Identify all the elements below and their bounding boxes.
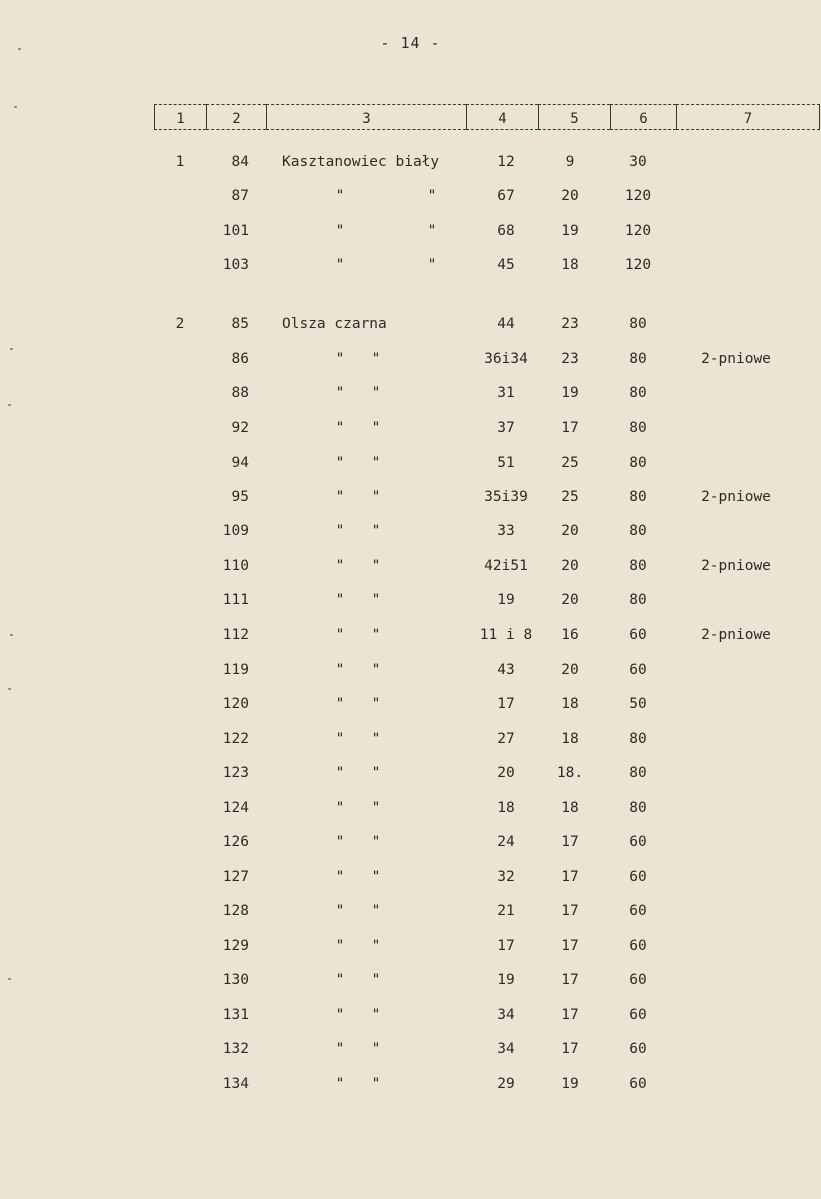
trunk-circumference: 42i51 bbox=[484, 558, 528, 574]
tree-height: 17 bbox=[561, 869, 579, 885]
tree-age: 120 bbox=[624, 257, 652, 273]
tree-height: 18. bbox=[556, 765, 584, 781]
group-number: 1 bbox=[175, 154, 185, 170]
tree-height: 23 bbox=[561, 316, 579, 332]
ditto-mark: " bbox=[371, 972, 381, 988]
tree-number: 134 bbox=[222, 1076, 249, 1092]
ditto-mark: " bbox=[371, 627, 381, 643]
trunk-circumference: 68 bbox=[497, 223, 515, 239]
tree-number: 101 bbox=[222, 223, 249, 239]
tree-age: 30 bbox=[629, 154, 647, 170]
ditto-mark: " bbox=[427, 257, 437, 273]
tree-number: 88 bbox=[231, 385, 249, 401]
trunk-circumference: 44 bbox=[497, 316, 515, 332]
tree-number: 112 bbox=[222, 627, 249, 643]
tree-height: 17 bbox=[561, 938, 579, 954]
ditto-mark: " bbox=[335, 188, 345, 204]
ditto-mark: " bbox=[335, 869, 345, 885]
tree-number: 87 bbox=[231, 188, 249, 204]
tree-height: 23 bbox=[561, 351, 579, 367]
table-row bbox=[0, 154, 821, 174]
ditto-mark: " bbox=[371, 696, 381, 712]
trunk-circumference: 32 bbox=[497, 869, 515, 885]
tree-age: 80 bbox=[629, 800, 647, 816]
ditto-mark: " bbox=[335, 834, 345, 850]
trunk-circumference: 33 bbox=[497, 523, 515, 539]
ditto-mark: " bbox=[371, 351, 381, 367]
trunk-circumference: 29 bbox=[497, 1076, 515, 1092]
table-row bbox=[0, 627, 821, 647]
trunk-circumference: 18 bbox=[497, 800, 515, 816]
ditto-mark: " bbox=[371, 489, 381, 505]
tree-number: 120 bbox=[222, 696, 249, 712]
tree-age: 60 bbox=[629, 903, 647, 919]
ditto-mark: " bbox=[335, 1076, 345, 1092]
tree-age: 60 bbox=[629, 972, 647, 988]
tree-height: 20 bbox=[561, 523, 579, 539]
ditto-mark: " bbox=[371, 938, 381, 954]
scan-speck bbox=[18, 48, 21, 50]
tree-number: 84 bbox=[231, 154, 249, 170]
tree-number: 94 bbox=[231, 455, 249, 471]
tree-height: 17 bbox=[561, 420, 579, 436]
ditto-mark: " bbox=[335, 662, 345, 678]
ditto-mark: " bbox=[335, 731, 345, 747]
tree-age: 60 bbox=[629, 1007, 647, 1023]
header-col-2: 2 bbox=[206, 104, 266, 130]
trunk-circumference: 17 bbox=[497, 938, 515, 954]
ditto-mark: " bbox=[335, 420, 345, 436]
tree-age: 80 bbox=[629, 455, 647, 471]
header-col-7: 7 bbox=[676, 104, 820, 130]
trunk-circumference: 12 bbox=[497, 154, 515, 170]
tree-height: 19 bbox=[561, 385, 579, 401]
tree-age: 80 bbox=[629, 316, 647, 332]
tree-age: 60 bbox=[629, 662, 647, 678]
table-row bbox=[0, 765, 821, 785]
ditto-mark: " bbox=[371, 558, 381, 574]
table-row bbox=[0, 489, 821, 509]
tree-number: 103 bbox=[222, 257, 249, 273]
tree-height: 17 bbox=[561, 834, 579, 850]
ditto-mark: " bbox=[335, 903, 345, 919]
tree-age: 120 bbox=[624, 223, 652, 239]
ditto-mark: " bbox=[335, 351, 345, 367]
table-row bbox=[0, 523, 821, 543]
note-cell: 2-pniowe bbox=[701, 489, 771, 505]
ditto-mark: " bbox=[371, 662, 381, 678]
tree-height: 20 bbox=[561, 558, 579, 574]
table-row bbox=[0, 972, 821, 992]
ditto-mark: " bbox=[335, 455, 345, 471]
ditto-mark: " bbox=[335, 1007, 345, 1023]
ditto-mark: " bbox=[335, 223, 345, 239]
tree-age: 60 bbox=[629, 1041, 647, 1057]
scan-speck bbox=[8, 688, 11, 690]
trunk-circumference: 45 bbox=[497, 257, 515, 273]
trunk-circumference: 24 bbox=[497, 834, 515, 850]
tree-number: 127 bbox=[222, 869, 249, 885]
trunk-circumference: 36i34 bbox=[484, 351, 528, 367]
table-row bbox=[0, 420, 821, 440]
trunk-circumference: 37 bbox=[497, 420, 515, 436]
scan-speck bbox=[8, 978, 11, 980]
table-row bbox=[0, 558, 821, 578]
note-cell: 2-pniowe bbox=[701, 351, 771, 367]
table-row bbox=[0, 455, 821, 475]
tree-height: 17 bbox=[561, 972, 579, 988]
group-number: 2 bbox=[175, 316, 185, 332]
tree-height: 9 bbox=[565, 154, 575, 170]
tree-number: 95 bbox=[231, 489, 249, 505]
tree-number: 131 bbox=[222, 1007, 249, 1023]
tree-age: 80 bbox=[629, 592, 647, 608]
tree-number: 123 bbox=[222, 765, 249, 781]
ditto-mark: " bbox=[371, 765, 381, 781]
ditto-mark: " bbox=[335, 489, 345, 505]
tree-age: 60 bbox=[629, 627, 647, 643]
table-row bbox=[0, 903, 821, 923]
trunk-circumference: 20 bbox=[497, 765, 515, 781]
tree-age: 80 bbox=[629, 558, 647, 574]
ditto-mark: " bbox=[371, 1007, 381, 1023]
table-row bbox=[0, 385, 821, 405]
ditto-mark: " bbox=[371, 869, 381, 885]
species-name: Kasztanowiec biały bbox=[282, 154, 440, 170]
species-name: Olsza czarna bbox=[282, 316, 387, 332]
tree-height: 20 bbox=[561, 592, 579, 608]
table-row bbox=[0, 834, 821, 854]
table-row bbox=[0, 662, 821, 682]
tree-height: 25 bbox=[561, 455, 579, 471]
ditto-mark: " bbox=[371, 903, 381, 919]
ditto-mark: " bbox=[371, 592, 381, 608]
trunk-circumference: 21 bbox=[497, 903, 515, 919]
tree-height: 19 bbox=[561, 1076, 579, 1092]
header-col-3: 3 bbox=[266, 104, 466, 130]
ditto-mark: " bbox=[335, 1041, 345, 1057]
tree-height: 20 bbox=[561, 662, 579, 678]
table-row bbox=[0, 1076, 821, 1096]
ditto-mark: " bbox=[371, 731, 381, 747]
ditto-mark: " bbox=[335, 938, 345, 954]
header-col-4: 4 bbox=[466, 104, 538, 130]
tree-age: 60 bbox=[629, 869, 647, 885]
note-cell: 2-pniowe bbox=[701, 558, 771, 574]
ditto-mark: " bbox=[335, 800, 345, 816]
ditto-mark: " bbox=[371, 800, 381, 816]
tree-number: 119 bbox=[222, 662, 249, 678]
tree-height: 18 bbox=[561, 696, 579, 712]
trunk-circumference: 27 bbox=[497, 731, 515, 747]
tree-age: 60 bbox=[629, 1076, 647, 1092]
ditto-mark: " bbox=[335, 696, 345, 712]
tree-height: 18 bbox=[561, 731, 579, 747]
tree-age: 80 bbox=[629, 731, 647, 747]
scan-speck bbox=[10, 634, 13, 636]
page-number: - 14 - bbox=[380, 34, 441, 52]
tree-height: 17 bbox=[561, 1007, 579, 1023]
table-row bbox=[0, 592, 821, 612]
ditto-mark: " bbox=[371, 834, 381, 850]
ditto-mark: " bbox=[427, 223, 437, 239]
tree-number: 109 bbox=[222, 523, 249, 539]
table-row bbox=[0, 938, 821, 958]
header-col-6: 6 bbox=[610, 104, 676, 130]
tree-age: 80 bbox=[629, 523, 647, 539]
trunk-circumference: 17 bbox=[497, 696, 515, 712]
ditto-mark: " bbox=[371, 455, 381, 471]
tree-height: 16 bbox=[561, 627, 579, 643]
tree-age: 80 bbox=[629, 351, 647, 367]
tree-number: 111 bbox=[222, 592, 249, 608]
tree-age: 60 bbox=[629, 834, 647, 850]
ditto-mark: " bbox=[335, 385, 345, 401]
trunk-circumference: 34 bbox=[497, 1041, 515, 1057]
tree-height: 20 bbox=[561, 188, 579, 204]
trunk-circumference: 35i39 bbox=[484, 489, 528, 505]
tree-height: 17 bbox=[561, 1041, 579, 1057]
scan-speck bbox=[8, 404, 11, 406]
table-row bbox=[0, 1007, 821, 1027]
ditto-mark: " bbox=[335, 972, 345, 988]
tree-height: 18 bbox=[561, 257, 579, 273]
ditto-mark: " bbox=[335, 523, 345, 539]
scan-speck bbox=[14, 106, 17, 108]
ditto-mark: " bbox=[371, 523, 381, 539]
table-row bbox=[0, 869, 821, 889]
table-row bbox=[0, 257, 821, 277]
tree-number: 124 bbox=[222, 800, 249, 816]
ditto-mark: " bbox=[371, 1076, 381, 1092]
table-row bbox=[0, 696, 821, 716]
tree-age: 80 bbox=[629, 489, 647, 505]
tree-number: 129 bbox=[222, 938, 249, 954]
table-row bbox=[0, 351, 821, 371]
table-row bbox=[0, 731, 821, 751]
trunk-circumference: 43 bbox=[497, 662, 515, 678]
header-col-5: 5 bbox=[538, 104, 610, 130]
table-row bbox=[0, 800, 821, 820]
table-row bbox=[0, 316, 821, 336]
tree-number: 92 bbox=[231, 420, 249, 436]
tree-age: 80 bbox=[629, 420, 647, 436]
tree-age: 60 bbox=[629, 938, 647, 954]
tree-age: 80 bbox=[629, 765, 647, 781]
tree-height: 17 bbox=[561, 903, 579, 919]
tree-age: 120 bbox=[624, 188, 652, 204]
ditto-mark: " bbox=[335, 627, 345, 643]
trunk-circumference: 19 bbox=[497, 592, 515, 608]
tree-number: 130 bbox=[222, 972, 249, 988]
tree-height: 18 bbox=[561, 800, 579, 816]
trunk-circumference: 67 bbox=[497, 188, 515, 204]
tree-number: 132 bbox=[222, 1041, 249, 1057]
tree-number: 86 bbox=[231, 351, 249, 367]
tree-age: 80 bbox=[629, 385, 647, 401]
trunk-circumference: 51 bbox=[497, 455, 515, 471]
tree-height: 19 bbox=[561, 223, 579, 239]
ditto-mark: " bbox=[371, 1041, 381, 1057]
ditto-mark: " bbox=[335, 558, 345, 574]
ditto-mark: " bbox=[371, 420, 381, 436]
trunk-circumference: 11 i 8 bbox=[479, 627, 533, 643]
tree-number: 122 bbox=[222, 731, 249, 747]
table-row bbox=[0, 188, 821, 208]
table-row bbox=[0, 1041, 821, 1061]
ditto-mark: " bbox=[335, 765, 345, 781]
tree-age: 50 bbox=[629, 696, 647, 712]
trunk-circumference: 19 bbox=[497, 972, 515, 988]
scan-speck bbox=[10, 348, 13, 350]
ditto-mark: " bbox=[335, 592, 345, 608]
tree-number: 85 bbox=[231, 316, 249, 332]
ditto-mark: " bbox=[427, 188, 437, 204]
ditto-mark: " bbox=[335, 257, 345, 273]
table-row bbox=[0, 223, 821, 243]
header-col-1: 1 bbox=[154, 104, 206, 130]
tree-number: 110 bbox=[222, 558, 249, 574]
note-cell: 2-pniowe bbox=[701, 627, 771, 643]
table-header bbox=[0, 104, 821, 134]
ditto-mark: " bbox=[371, 385, 381, 401]
tree-height: 25 bbox=[561, 489, 579, 505]
trunk-circumference: 34 bbox=[497, 1007, 515, 1023]
tree-number: 128 bbox=[222, 903, 249, 919]
trunk-circumference: 31 bbox=[497, 385, 515, 401]
tree-number: 126 bbox=[222, 834, 249, 850]
